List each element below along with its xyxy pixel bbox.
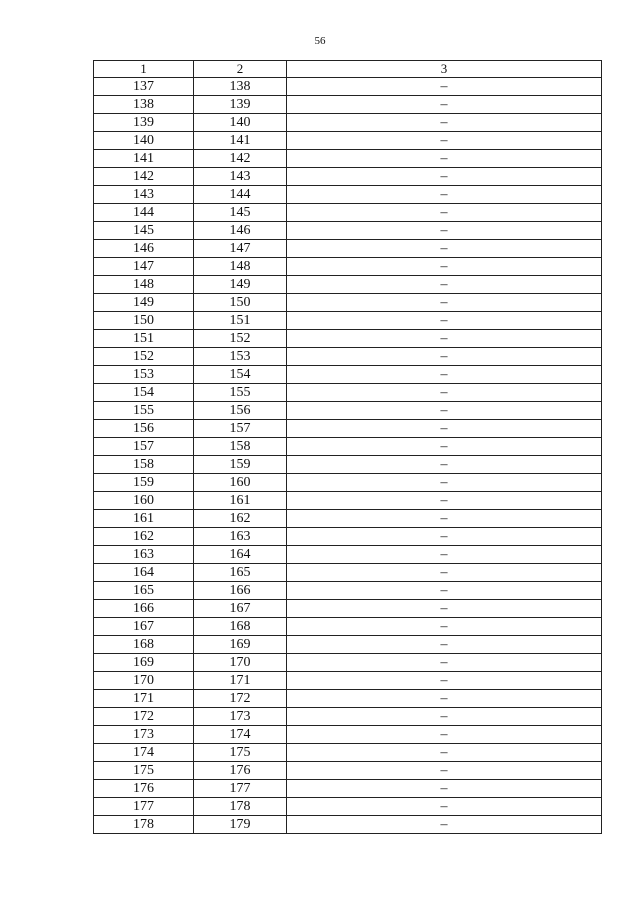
table-cell-col-1: 177 — [94, 798, 194, 816]
table-row — [94, 798, 602, 816]
table-cell-col-2: 157 — [194, 420, 287, 438]
table-cell-col-3: – — [287, 654, 602, 672]
table-cell-col-2: 167 — [194, 600, 287, 618]
table-cell-col-2: 150 — [194, 294, 287, 312]
table-cell-col-1: 137 — [94, 78, 194, 96]
table-cell-col-1: 164 — [94, 564, 194, 582]
table-cell-col-1: 144 — [94, 204, 194, 222]
table-cell-col-1: 143 — [94, 186, 194, 204]
table-cell-col-1: 172 — [94, 708, 194, 726]
table-row — [94, 258, 602, 276]
table-row — [94, 690, 602, 708]
table-cell-col-2: 164 — [194, 546, 287, 564]
table-row — [94, 582, 602, 600]
table-cell-col-1: 175 — [94, 762, 194, 780]
table-cell-col-2: 163 — [194, 528, 287, 546]
table-cell-col-2: 147 — [194, 240, 287, 258]
column-header-1: 1 — [94, 61, 194, 78]
table-row — [94, 276, 602, 294]
table-cell-col-2: 139 — [194, 96, 287, 114]
table-cell-col-1: 155 — [94, 402, 194, 420]
table-row — [94, 420, 602, 438]
table-cell-col-1: 158 — [94, 456, 194, 474]
table-cell-col-2: 170 — [194, 654, 287, 672]
table-row — [94, 150, 602, 168]
table-cell-col-1: 152 — [94, 348, 194, 366]
table-cell-col-1: 165 — [94, 582, 194, 600]
table-cell-col-1: 142 — [94, 168, 194, 186]
table-row — [94, 366, 602, 384]
table-row — [94, 438, 602, 456]
table-cell-col-1: 148 — [94, 276, 194, 294]
table-cell-col-2: 158 — [194, 438, 287, 456]
table-cell-col-3: – — [287, 438, 602, 456]
table-row — [94, 168, 602, 186]
table-cell-col-1: 147 — [94, 258, 194, 276]
table-cell-col-3: – — [287, 150, 602, 168]
table-cell-col-1: 163 — [94, 546, 194, 564]
table-cell-col-2: 143 — [194, 168, 287, 186]
table-row — [94, 780, 602, 798]
table-cell-col-2: 162 — [194, 510, 287, 528]
table-cell-col-2: 142 — [194, 150, 287, 168]
table-row — [94, 474, 602, 492]
table-row — [94, 456, 602, 474]
table-cell-col-2: 140 — [194, 114, 287, 132]
table-row — [94, 546, 602, 564]
table-cell-col-2: 178 — [194, 798, 287, 816]
table-row — [94, 816, 602, 834]
table-cell-col-1: 157 — [94, 438, 194, 456]
table-cell-col-2: 169 — [194, 636, 287, 654]
header-row — [94, 61, 602, 78]
table-row — [94, 762, 602, 780]
table-cell-col-3: – — [287, 78, 602, 96]
table-cell-col-3: – — [287, 780, 602, 798]
table-row — [94, 618, 602, 636]
table-cell-col-3: – — [287, 366, 602, 384]
table-cell-col-3: – — [287, 204, 602, 222]
table-cell-col-1: 173 — [94, 726, 194, 744]
table-cell-col-2: 175 — [194, 744, 287, 762]
table-cell-col-3: – — [287, 420, 602, 438]
table-row — [94, 96, 602, 114]
table-cell-col-2: 165 — [194, 564, 287, 582]
table-cell-col-2: 179 — [194, 816, 287, 834]
table-cell-col-2: 144 — [194, 186, 287, 204]
table-body — [94, 78, 602, 834]
table-cell-col-3: – — [287, 798, 602, 816]
table-cell-col-1: 154 — [94, 384, 194, 402]
table-row — [94, 600, 602, 618]
table-cell-col-3: – — [287, 726, 602, 744]
table-cell-col-2: 138 — [194, 78, 287, 96]
table-cell-col-3: – — [287, 708, 602, 726]
table-cell-col-3: – — [287, 402, 602, 420]
table-cell-col-2: 146 — [194, 222, 287, 240]
table-cell-col-1: 174 — [94, 744, 194, 762]
table-row — [94, 186, 602, 204]
table-cell-col-3: – — [287, 276, 602, 294]
table-row — [94, 348, 602, 366]
table-cell-col-3: – — [287, 312, 602, 330]
table-row — [94, 114, 602, 132]
table-cell-col-2: 141 — [194, 132, 287, 150]
table-cell-col-3: – — [287, 762, 602, 780]
table-cell-col-2: 174 — [194, 726, 287, 744]
table-cell-col-3: – — [287, 546, 602, 564]
table-row — [94, 132, 602, 150]
table-cell-col-1: 159 — [94, 474, 194, 492]
table-cell-col-2: 151 — [194, 312, 287, 330]
table-row — [94, 726, 602, 744]
table-row — [94, 204, 602, 222]
table-row — [94, 564, 602, 582]
table-cell-col-3: – — [287, 618, 602, 636]
table-cell-col-2: 148 — [194, 258, 287, 276]
table-cell-col-1: 156 — [94, 420, 194, 438]
table-cell-col-1: 160 — [94, 492, 194, 510]
table-cell-col-1: 178 — [94, 816, 194, 834]
table-cell-col-1: 140 — [94, 132, 194, 150]
table-cell-col-2: 152 — [194, 330, 287, 348]
table-cell-col-2: 161 — [194, 492, 287, 510]
table-cell-col-2: 176 — [194, 762, 287, 780]
table-cell-col-2: 166 — [194, 582, 287, 600]
table-row — [94, 708, 602, 726]
table-cell-col-1: 149 — [94, 294, 194, 312]
table-cell-col-3: – — [287, 582, 602, 600]
table-header — [94, 61, 602, 78]
table-cell-col-2: 173 — [194, 708, 287, 726]
table-cell-col-3: – — [287, 240, 602, 258]
table-cell-col-2: 156 — [194, 402, 287, 420]
table-cell-col-3: – — [287, 330, 602, 348]
table-cell-col-1: 151 — [94, 330, 194, 348]
table-cell-col-3: – — [287, 816, 602, 834]
table-row — [94, 384, 602, 402]
table-cell-col-1: 176 — [94, 780, 194, 798]
table-cell-col-1: 141 — [94, 150, 194, 168]
table-cell-col-1: 170 — [94, 672, 194, 690]
table-cell-col-1: 161 — [94, 510, 194, 528]
table-cell-col-1: 166 — [94, 600, 194, 618]
table-cell-col-3: – — [287, 114, 602, 132]
table-cell-col-2: 172 — [194, 690, 287, 708]
table-cell-col-3: – — [287, 510, 602, 528]
table-cell-col-3: – — [287, 186, 602, 204]
table-cell-col-3: – — [287, 384, 602, 402]
table-cell-col-2: 171 — [194, 672, 287, 690]
column-header-3: 3 — [287, 61, 602, 78]
table-row — [94, 330, 602, 348]
table-row — [94, 654, 602, 672]
table-cell-col-2: 159 — [194, 456, 287, 474]
page-number: 56 — [314, 35, 326, 47]
table-cell-col-3: – — [287, 528, 602, 546]
table-cell-col-1: 139 — [94, 114, 194, 132]
table-cell-col-3: – — [287, 348, 602, 366]
table-cell-col-2: 155 — [194, 384, 287, 402]
table-cell-col-1: 171 — [94, 690, 194, 708]
table-cell-col-3: – — [287, 258, 602, 276]
table-cell-col-1: 153 — [94, 366, 194, 384]
table-row — [94, 744, 602, 762]
table-row — [94, 78, 602, 96]
table-cell-col-2: 168 — [194, 618, 287, 636]
table-cell-col-3: – — [287, 474, 602, 492]
table-row — [94, 222, 602, 240]
table-cell-col-3: – — [287, 672, 602, 690]
table-cell-col-3: – — [287, 222, 602, 240]
table-cell-col-1: 150 — [94, 312, 194, 330]
column-header-2: 2 — [194, 61, 287, 78]
table-cell-col-3: – — [287, 690, 602, 708]
table-container — [93, 60, 601, 834]
table-row — [94, 528, 602, 546]
table-cell-col-1: 138 — [94, 96, 194, 114]
table-cell-col-1: 169 — [94, 654, 194, 672]
table-cell-col-3: – — [287, 456, 602, 474]
table-cell-col-3: – — [287, 492, 602, 510]
table-cell-col-2: 153 — [194, 348, 287, 366]
table-row — [94, 240, 602, 258]
table-cell-col-2: 145 — [194, 204, 287, 222]
table-cell-col-3: – — [287, 564, 602, 582]
table-row — [94, 636, 602, 654]
table-cell-col-3: – — [287, 600, 602, 618]
table-cell-col-1: 167 — [94, 618, 194, 636]
table-row — [94, 402, 602, 420]
table-cell-col-2: 160 — [194, 474, 287, 492]
table-cell-col-3: – — [287, 744, 602, 762]
table-cell-col-2: 149 — [194, 276, 287, 294]
table-row — [94, 294, 602, 312]
table-cell-col-3: – — [287, 636, 602, 654]
table-cell-col-2: 154 — [194, 366, 287, 384]
data-table — [93, 60, 602, 834]
table-row — [94, 492, 602, 510]
table-cell-col-1: 162 — [94, 528, 194, 546]
table-cell-col-3: – — [287, 168, 602, 186]
table-row — [94, 672, 602, 690]
table-row — [94, 510, 602, 528]
table-cell-col-3: – — [287, 132, 602, 150]
table-cell-col-1: 146 — [94, 240, 194, 258]
table-cell-col-1: 145 — [94, 222, 194, 240]
table-cell-col-3: – — [287, 294, 602, 312]
table-cell-col-3: – — [287, 96, 602, 114]
table-cell-col-2: 177 — [194, 780, 287, 798]
table-row — [94, 312, 602, 330]
table-cell-col-1: 168 — [94, 636, 194, 654]
